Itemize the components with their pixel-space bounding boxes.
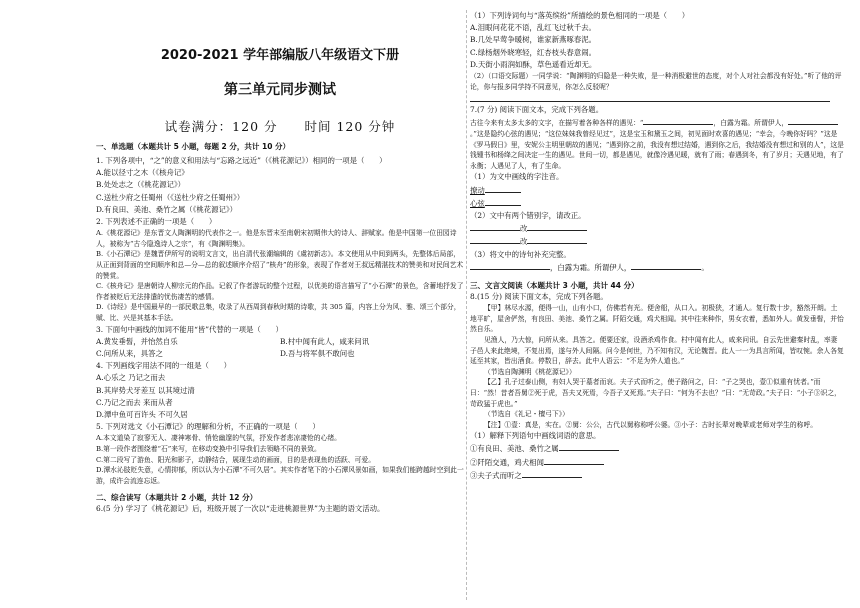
- q7-sub1: （1）为文中画线的字注音。: [470, 172, 564, 182]
- q5-option-d: D.潭水沁肢贬失意，心情抑郁，所以认为小石潭“不可久居”。其实作者笔下的小石潭风景如画，如果我们能跨越时空到此一游，成许会流连忘返。: [96, 466, 464, 485]
- q8-item-2-row: [470, 456, 844, 469]
- right-column: [470, 0, 844, 608]
- q7-word-1: 撩动: [470, 185, 485, 195]
- q1-option-b: B.处处志之（《桃花源记》）: [96, 180, 186, 190]
- q8-item-1-row: [470, 442, 844, 455]
- q3-option-c: C.问所从来，具答之: [96, 348, 163, 358]
- q3-option-d: D.吾与将军俱不敢问也: [280, 348, 355, 358]
- q7-fix-1-from[interactable]: [470, 222, 520, 231]
- column-divider: [466, 10, 467, 600]
- q7-fill-mid: ，白露为霜。所谓伊人，: [550, 262, 632, 272]
- q4-option-d: D.潭中鱼可百许头 不可久居: [96, 409, 188, 419]
- q5-option-a: A.本文道染了寂寥无人、凄神寒骨、悄怆幽邃的气氛，抒发作者悲凉凄怆的心绪。: [96, 434, 341, 443]
- q8-item-3: ③夫子式而听之: [470, 470, 522, 480]
- q2-option-d: D.《诗经》是中国最早的一部民歌总集，收录了从西周到春秋时期的诗歌，共 305 篇，内容上分为风、雅、颂三个部分，赋、比、兴是其基本手法。: [96, 303, 461, 322]
- q7-passage: [470, 116, 844, 171]
- q7-word-1-row: [470, 184, 844, 197]
- section-3-heading: 三、文言文阅读（本题共计 3 小题，共计 44 分）: [470, 281, 639, 290]
- q8-passage-yi: 【乙】孔子过泰山侧，有妇人哭于墓者而哀。夫子式而听之，使子路问之，曰：“子之哭也，壹①似重有忧者。”而曰：“然！昔者吾舅②死于虎，吾夫又死焉，今吾子又死焉。”夫子曰：“何为不去也？”曰：“无苛政。”夫子曰：“小子③识之，苛政猛于虎也。”: [470, 378, 841, 408]
- q6-option-b: B.几处早莺争暖树，谁家新燕啄春泥。: [470, 35, 597, 45]
- exam-meta: 试卷满分：120 分 时间 120 分钟: [164, 119, 396, 134]
- q7-fill-blank-1[interactable]: [470, 261, 550, 270]
- q5-option-c: C.第二段写了游鱼、阳光和影子，动静结合，展现生动的画面，目的是表现鱼的活跃、可爱。: [96, 455, 375, 464]
- q4-option-c: C.乃记之而去 来而从者: [96, 397, 173, 407]
- q4-option-a: A.心乐之 乃记之而去: [96, 373, 166, 383]
- left-column: [96, 0, 464, 608]
- q7-fill-row: [470, 261, 844, 274]
- q6-option-a: A.泪眼问花花不语，乱红飞过秋千去。: [470, 23, 596, 33]
- q2-option-a: A.《桃花源记》是东晋文人陶渊明的代表作之一。他是东晋末至南朝宋初期伟大的诗人、辞赋家。他是中国第一位田园诗人，被称为“古今隐逸诗人之宗”，有《陶渊明集》。: [96, 229, 457, 248]
- q1-option-a: A.能以径寸之木（《核舟记》: [96, 168, 189, 178]
- q8-item-1-blank[interactable]: [559, 442, 619, 451]
- q7-fix-row-2: [470, 235, 844, 248]
- q8-stem: 8.(15 分) 阅读下面文本，完成下列各题。: [470, 292, 608, 301]
- q8-passage-jia-2: 见渔人，乃大惊，问所从来。具答之。便要还家，设酒杀鸡作食。村中闻有此人，咸来问讯。自云先世避秦时乱，率妻子邑人来此绝境，不复出焉，遂与外人间隔。问今是何世，乃不知有汉，无论魏晋。此人一一为具言所闻，皆叹惋。余人各复延至其家，皆出酒食。停数日，辞去。此中人语云：“不足为外人道也。”: [470, 335, 844, 366]
- q7-passage-part-b: ，白露为霜。所谓伊人，: [713, 119, 789, 128]
- q3-option-a: A.黄发垂髫，并怡然自乐: [96, 336, 178, 346]
- q3-options-row-2: [96, 348, 464, 360]
- q1-option-c: C.送杜少府之任蜀州（《送杜少府之任蜀州》）: [96, 192, 245, 202]
- q8-item-2: ②阡陌交通，鸡犬相闻: [470, 457, 544, 467]
- q7-passage-part-a: 古往今来有太多太多的文字，在描写着各种各样的遇见：“: [470, 119, 644, 128]
- q7-word-2-row: [470, 197, 844, 210]
- q3-stem: 3. 下面句中画线的加词不能用“皆”代替的一项是（ ）: [96, 324, 283, 334]
- exam-subtitle: 第三单元同步测试: [224, 82, 336, 98]
- q1-stem: 1. 下列各项中，“之”的意义和用法与“忘路之远近”（《桃花源记》）相同的一项是（ ）: [96, 156, 387, 165]
- q6-option-d: D.天街小雨润如酥，草色遥看近却无。: [470, 59, 597, 69]
- q8-sub1: （1）解释下列语句中画线词语的意思。: [470, 431, 601, 441]
- q7-stem: 7.(7 分) 阅读下面文本，完成下列各题。: [470, 105, 604, 115]
- q8-item-3-row: [470, 469, 844, 482]
- q8-item-2-blank[interactable]: [544, 456, 604, 465]
- exam-title: 2020-2021 学年部编版八年级语文下册: [160, 48, 400, 63]
- q7-fix-1-to[interactable]: [527, 222, 587, 231]
- q8-passage-jia-source: （节选自陶渊明《桃花源记》）: [484, 367, 576, 376]
- section-2-heading: 二、综合读写（本题共计 2 小题，共计 12 分）: [96, 493, 258, 503]
- q4-option-b: B.其岸势犬牙差互 以其境过清: [96, 385, 195, 395]
- q6-option-c: C.绿杨烟外晓寒轻，红杏枝头春意闹。: [470, 47, 596, 57]
- q7-fill-end: 。: [701, 262, 709, 272]
- q7-sub2: （2）文中有两个错别字，请改正。: [470, 210, 586, 220]
- q6-answer-line[interactable]: [470, 93, 830, 102]
- q8-item-1: ①有良田、美池、桑竹之属: [470, 444, 559, 454]
- q7-fix-1-label: 改: [520, 224, 528, 234]
- q7-fix-2-label: 改: [520, 237, 528, 247]
- section-1-heading: 一、单选题（本题共计 5 小题，每题 2 分，共计 10 分）: [96, 142, 291, 151]
- q6-sub2: （2）（口语交际题）一同学说：“陶渊明的归隐是一种失败，是一种消极避世的态度，对个人对社会都没有好处。”听了他的评论，你与报多同学持不同意见，你怎么反驳呢？: [470, 72, 842, 91]
- q7-fix-2-from[interactable]: [470, 235, 520, 244]
- q7-sub3: （3）将文中的诗句补充完整。: [470, 249, 571, 259]
- q6-stem: 6.(5 分) 学习了《桃花源记》后，班级开展了一次以“走进桃源世界”为主题的语文活动。: [96, 504, 385, 514]
- q3-options-row-1: [96, 336, 464, 348]
- q7-passage-blank-2[interactable]: [788, 116, 838, 125]
- q7-fix-2-to[interactable]: [527, 235, 587, 244]
- q7-fix-row-1: [470, 222, 844, 235]
- q4-stem: 4. 下列画线字用法不同的一组是（ ）: [96, 361, 232, 371]
- q7-passage-blank-1[interactable]: [643, 116, 713, 125]
- q3-option-b: B.村中闻有此人，咸来问讯: [280, 336, 370, 346]
- q5-stem: 5. 下列对选文《小石潭记》的理解和分析，不正确的一项是（ ）: [96, 422, 320, 432]
- q8-item-3-blank[interactable]: [522, 469, 582, 478]
- q2-option-c: C.《核舟记》是唐朝诗人柳宗元的作品。记叙了作者游玩的整个过程，以优美的语言描写了“小石潭”的景色，含蓄地抒发了作者被贬后无法排遣的忧伤凄苦的感情。: [96, 282, 464, 301]
- q7-passage-part-c: 。”这是隐约心弦的遇见；“这位妹妹我曾经见过”，这是宝玉和黛玉之间，初见面时欢喜的遇见；“幸会，今晚你好吗？”这是《罗马假日》里，安妮公主明里朝故的遇见；“遇到你之前，我没有想过结婚，遇到你之后，我结婚没有想过和别的人”，这是钱锺书和杨绛之间决定一生的遇见。世间一切，都是遇见，就像冷遇见暖，就有了雨；春遇到冬，有了岁月；天遇见地，有了永衡；人遇见了人，有了生命。: [470, 130, 844, 170]
- q8-annotation: 【注】①壹：真是，实在。②舅：公公，古代以舅称称呼公婆。③小子：古时长辈对晚辈或老师对学生的称呼。: [484, 420, 818, 429]
- q7-fill-blank-2[interactable]: [631, 261, 701, 270]
- q8-passage-jia: 【甲】林尽水源，便得一山，山有小口，仿佛若有光。便舍船，从口入。初极狭，才通人。复行数十步，豁然开朗。土地平旷，屋舍俨然，有良田、美池、桑竹之属。阡陌交通，鸡犬相闻。其中往来种作，男女衣着，悉如外人。黄发垂髫，并怡然自乐。: [470, 304, 844, 334]
- q6-sub1: （1）下列诗词句与“落英缤纷”所描绘的景色相同的一项是（ ）: [470, 11, 690, 20]
- q7-word-2-blank[interactable]: [485, 197, 521, 206]
- q2-option-b: B.《小石潭记》是魏晋伊所写的说明文言文，出自清代张潮编辑的《虞初新志》。本文使用从中间到两头，先整体后局部，从正面到背面的空间顺序和总—分—总的叙述顺序介绍了“核舟”的形象，表现了作者对王叔远精湛技术的赞美和对民间艺术的赞赏。: [96, 250, 464, 280]
- q8-passage-yi-source: （节选自《礼记・檀弓下》）: [484, 410, 569, 419]
- q7-word-2: 心弦: [470, 198, 485, 208]
- q5-option-b: B.第一段作者围绕着“石”来写，在移动变换中引导我们去领略不同的景致。: [96, 444, 321, 453]
- q7-word-1-blank[interactable]: [485, 184, 521, 193]
- q2-stem: 2. 下列表述不正确的一项是（ ）: [96, 217, 217, 227]
- q1-option-d: D.有良田、美池、桑竹之属（《桃花源记》）: [96, 204, 238, 214]
